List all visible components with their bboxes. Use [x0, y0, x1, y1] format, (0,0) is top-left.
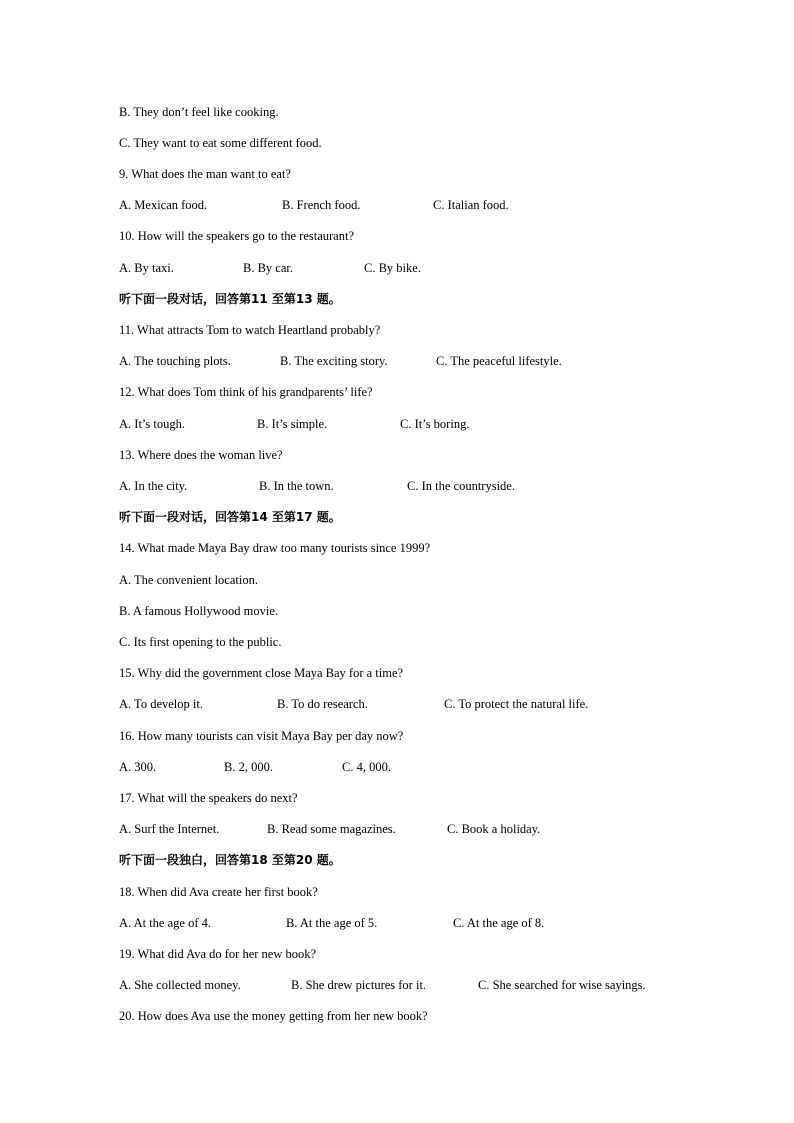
option-c: C. By bike. — [364, 261, 421, 275]
question-13: 13. Where does the woman live? — [119, 448, 283, 462]
option-b: B. To do research. — [277, 697, 368, 711]
question-20: 20. How does Ava use the money getting from her new book? — [119, 1009, 428, 1023]
option-b: B. At the age of 5. — [286, 916, 378, 930]
question-10: 10. How will the speakers go to the restaurant? — [119, 229, 355, 243]
option-c: C. At the age of 8. — [453, 916, 545, 930]
question-9: 9. What does the man want to eat? — [119, 167, 291, 181]
option-b: B. It’s simple. — [257, 417, 328, 431]
answer-option-c: C. They want to eat some different food. — [119, 136, 322, 150]
option-a: A. Mexican food. — [119, 198, 208, 212]
option-c: C. 4, 000. — [342, 760, 391, 774]
option-a: A. Surf the Internet. — [119, 822, 220, 836]
option-b: B. French food. — [282, 198, 361, 212]
question-11: 11. What attracts Tom to watch Heartland probably? — [119, 323, 381, 337]
option-a: A. To develop it. — [119, 697, 203, 711]
option-c: C. To protect the natural life. — [444, 697, 589, 711]
question-12: 12. What does Tom think of his grandparents’ life? — [119, 385, 373, 399]
option-b: B. The exciting story. — [280, 354, 388, 368]
option-b: B. By car. — [243, 261, 293, 275]
option-a: A. 300. — [119, 760, 157, 774]
option-c: C. It’s boring. — [400, 417, 470, 431]
section-heading: 听下面一段对话，回答第11 至第13 题。 — [119, 292, 341, 306]
option-a: A. She collected money. — [119, 978, 241, 992]
option-c: C. She searched for wise sayings. — [478, 978, 646, 992]
option-b: B. In the town. — [259, 479, 334, 493]
option-c: C. Italian food. — [433, 198, 509, 212]
option-a: A. In the city. — [119, 479, 188, 493]
option-a: A. By taxi. — [119, 261, 174, 275]
question-18: 18. When did Ava create her first book? — [119, 885, 318, 899]
question-16: 16. How many tourists can visit Maya Bay per day now? — [119, 729, 404, 743]
answer-option-a: A. The convenient location. — [119, 573, 258, 587]
option-b: B. 2, 000. — [224, 760, 273, 774]
question-14: 14. What made Maya Bay draw too many tourists since 1999? — [119, 541, 431, 555]
answer-option-b: B. They don’t feel like cooking. — [119, 105, 279, 119]
answer-option-c: C. Its first opening to the public. — [119, 635, 282, 649]
section-heading: 听下面一段独白，回答第18 至第20 题。 — [119, 853, 341, 867]
answer-option-b: B. A famous Hollywood movie. — [119, 604, 279, 618]
option-a: A. The touching plots. — [119, 354, 231, 368]
option-b: B. She drew pictures for it. — [291, 978, 427, 992]
option-c: C. Book a holiday. — [447, 822, 541, 836]
section-heading: 听下面一段对话，回答第14 至第17 题。 — [119, 510, 341, 524]
option-c: C. In the countryside. — [407, 479, 515, 493]
question-15: 15. Why did the government close Maya Bay for a time? — [119, 666, 404, 680]
option-a: A. It’s tough. — [119, 417, 185, 431]
question-19: 19. What did Ava do for her new book? — [119, 947, 317, 961]
option-b: B. Read some magazines. — [267, 822, 396, 836]
question-17: 17. What will the speakers do next? — [119, 791, 298, 805]
option-c: C. The peaceful lifestyle. — [436, 354, 562, 368]
option-a: A. At the age of 4. — [119, 916, 211, 930]
